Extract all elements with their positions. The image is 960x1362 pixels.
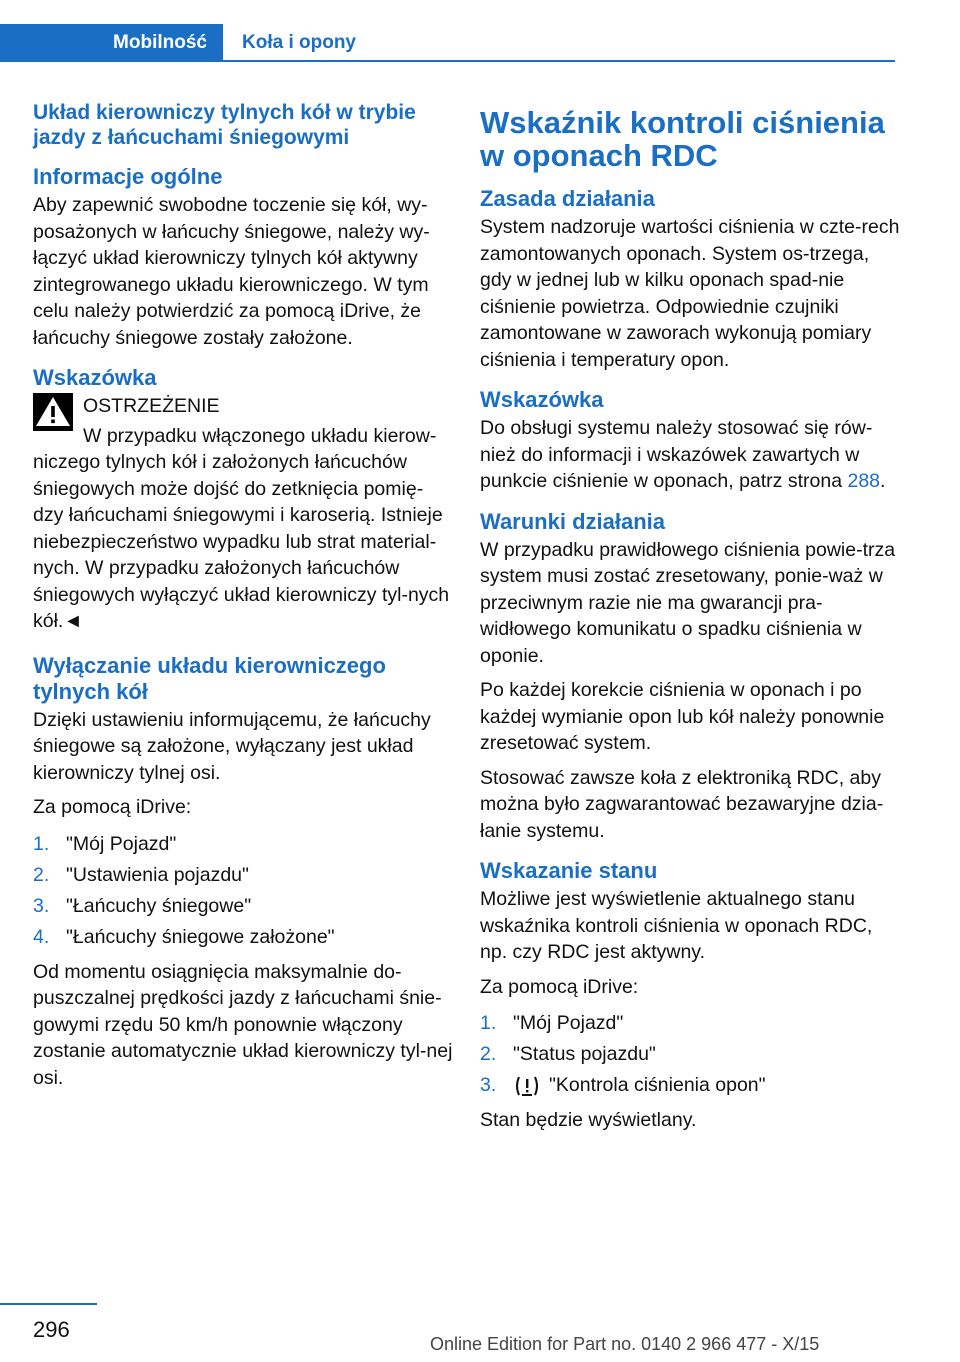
hint-text-body: Do obsługi systemu należy stosować się rów-nież do informacji i wskazówek zawartych w punkcie ciśnienie w oponach, patrz strona — [480, 417, 873, 492]
step-number: 2. — [480, 1043, 497, 1065]
step-text: "Mój Pojazd" — [66, 832, 177, 855]
status-heading: Wskazanie stanu — [480, 858, 658, 883]
list-item — [33, 922, 453, 953]
principle-heading: Zasada działania — [480, 186, 655, 211]
closing-text: Od momentu osiągnięcia maksymalnie do-puszczalnej prędkości jazdy z łańcuchami śnie-gowymi rzędu 50 km/h ponownie włączony zostanie automatycznie układ kierowniczy tyl-nej osi. — [33, 960, 453, 1089]
conditions-heading: Warunki działania — [480, 508, 666, 534]
hint-heading: Wskazówka — [33, 365, 157, 390]
step-text: "Ustawienia pojazdu" — [66, 863, 249, 886]
left-column — [33, 100, 453, 1099]
warning-block — [33, 393, 453, 449]
list-item — [33, 829, 453, 860]
warning-line1: W przypadku włączonego układu kierow- — [83, 424, 437, 447]
footer-divider — [0, 1303, 97, 1305]
step-text: "Status pojazdu" — [513, 1043, 656, 1065]
left-steps — [33, 829, 453, 953]
idrive-label: Za pomocą iDrive: — [33, 796, 192, 818]
list-item — [480, 1008, 900, 1039]
principle-text: System nadzoruje wartości ciśnienia w czte-rech zamontowanych oponach. System os-trzega, gdy w jednej lub w kilku oponach spad-nie ciśnienie powietrza. Odpowiednie czujniki zamontowane w zaworach wykonują pomiary ciśnienia i temperatury opon. — [480, 216, 900, 371]
right-column — [480, 104, 900, 1142]
list-item — [33, 860, 453, 891]
hint-heading-right: Wskazówka — [480, 387, 604, 412]
list-item — [480, 1070, 900, 1101]
list-item — [33, 891, 453, 922]
tab-kola-i-opony[interactable]: Koła i opony — [242, 32, 356, 53]
conditions-text-1: W przypadku prawidłowego ciśnienia powie-trza system musi zostać zresetowany, ponie-waż w przeciwnym razie nie ma gwarancji pra-widłowego komunikatu o spadku ciśnienia w oponie. — [480, 538, 896, 667]
step-number: 1. — [33, 832, 50, 855]
idrive-label-right: Za pomocą iDrive: — [480, 975, 639, 998]
step-number: 1. — [480, 1012, 497, 1034]
section-title: Układ kierowniczy tylnych kół w trybie jazdy z łańcuchami śniegowymi — [33, 101, 416, 149]
edition-text: Online Edition for Part no. 0140 2 966 477 - X/15 — [430, 1334, 820, 1354]
right-steps — [480, 1008, 900, 1101]
warning-title: OSTRZEŻENIE — [83, 395, 220, 417]
step-number: 3. — [480, 1074, 497, 1096]
general-heading: Informacje ogólne — [33, 164, 223, 189]
page-title: Wskaźnik kontroli ciśnienia w oponach RDC — [480, 105, 885, 173]
hint-text: Do obsługi systemu należy stosować się rów-nież do informacji i wskazówek zawartych w punkcie ciśnienie w oponach, patrz strona 288. — [480, 417, 886, 492]
closing-text-right: Stan będzie wyświetlany. — [480, 1109, 697, 1131]
warning-triangle-icon — [33, 393, 73, 431]
warning-text: niczego tylnych kół i założonych łańcuchów śniegowych może dojść do zetknięcia pomię-dzy łańcuchami śniegowymi i karoserią. Istnieje niebezpieczeństwo wypadku lub strat material-nych. W przypadku założonych łańcuchów śniegowych wyłączyć układ kierowniczy tyl-nych kół.◄ — [33, 451, 450, 632]
step-number: 4. — [33, 925, 50, 948]
step-number: 3. — [33, 894, 50, 917]
header-divider — [223, 60, 895, 62]
step-number: 2. — [33, 863, 50, 886]
conditions-text-2: Po każdej korekcie ciśnienia w oponach i po każdej wymianie opon lub kół należy ponownie zresetować system. — [480, 679, 885, 754]
page-number: 296 — [33, 1317, 70, 1342]
conditions-text-3: Stosować zawsze koła z elektroniką RDC, aby można było zagwarantować bezawaryjne dzia-łanie systemu. — [480, 766, 884, 842]
tab-mobilnosc[interactable]: Mobilność — [0, 24, 223, 62]
disable-text: Dzięki ustawieniu informującemu, że łańcuchy śniegowe są założone, wyłączany jest układ kierowniczy tylnej osi. — [33, 708, 431, 784]
disable-heading: Wyłączanie układu kierowniczego tylnych kół — [33, 652, 386, 704]
header-tabs — [0, 24, 895, 62]
page-link-288[interactable]: 288 — [847, 470, 881, 492]
step-text: "Łańcuchy śniegowe" — [66, 894, 252, 917]
step-text: "Kontrola ciśnienia opon" — [549, 1074, 766, 1096]
status-text: Możliwe jest wyświetlenie aktualnego stanu wskaźnika kontroli ciśnienia w oponach RDC, np. czy RDC jest aktywny. — [480, 888, 873, 963]
step-text: "Mój Pojazd" — [513, 1012, 624, 1034]
step-text: "Łańcuchy śniegowe założone" — [66, 925, 335, 948]
list-item — [480, 1039, 900, 1070]
tire-pressure-warning-icon — [513, 1074, 541, 1098]
general-text: Aby zapewnić swobodne toczenie się kół, wy-posażonych w łańcuchy śniegowe, należy wy-łączyć układ kierowniczy tylnych kół aktywny zintegrowanego układu kierowniczego. W tym celu należy potwierdzić za pomocą iDrive, że łańcuchy śniegowe zostały założone. — [33, 194, 430, 349]
